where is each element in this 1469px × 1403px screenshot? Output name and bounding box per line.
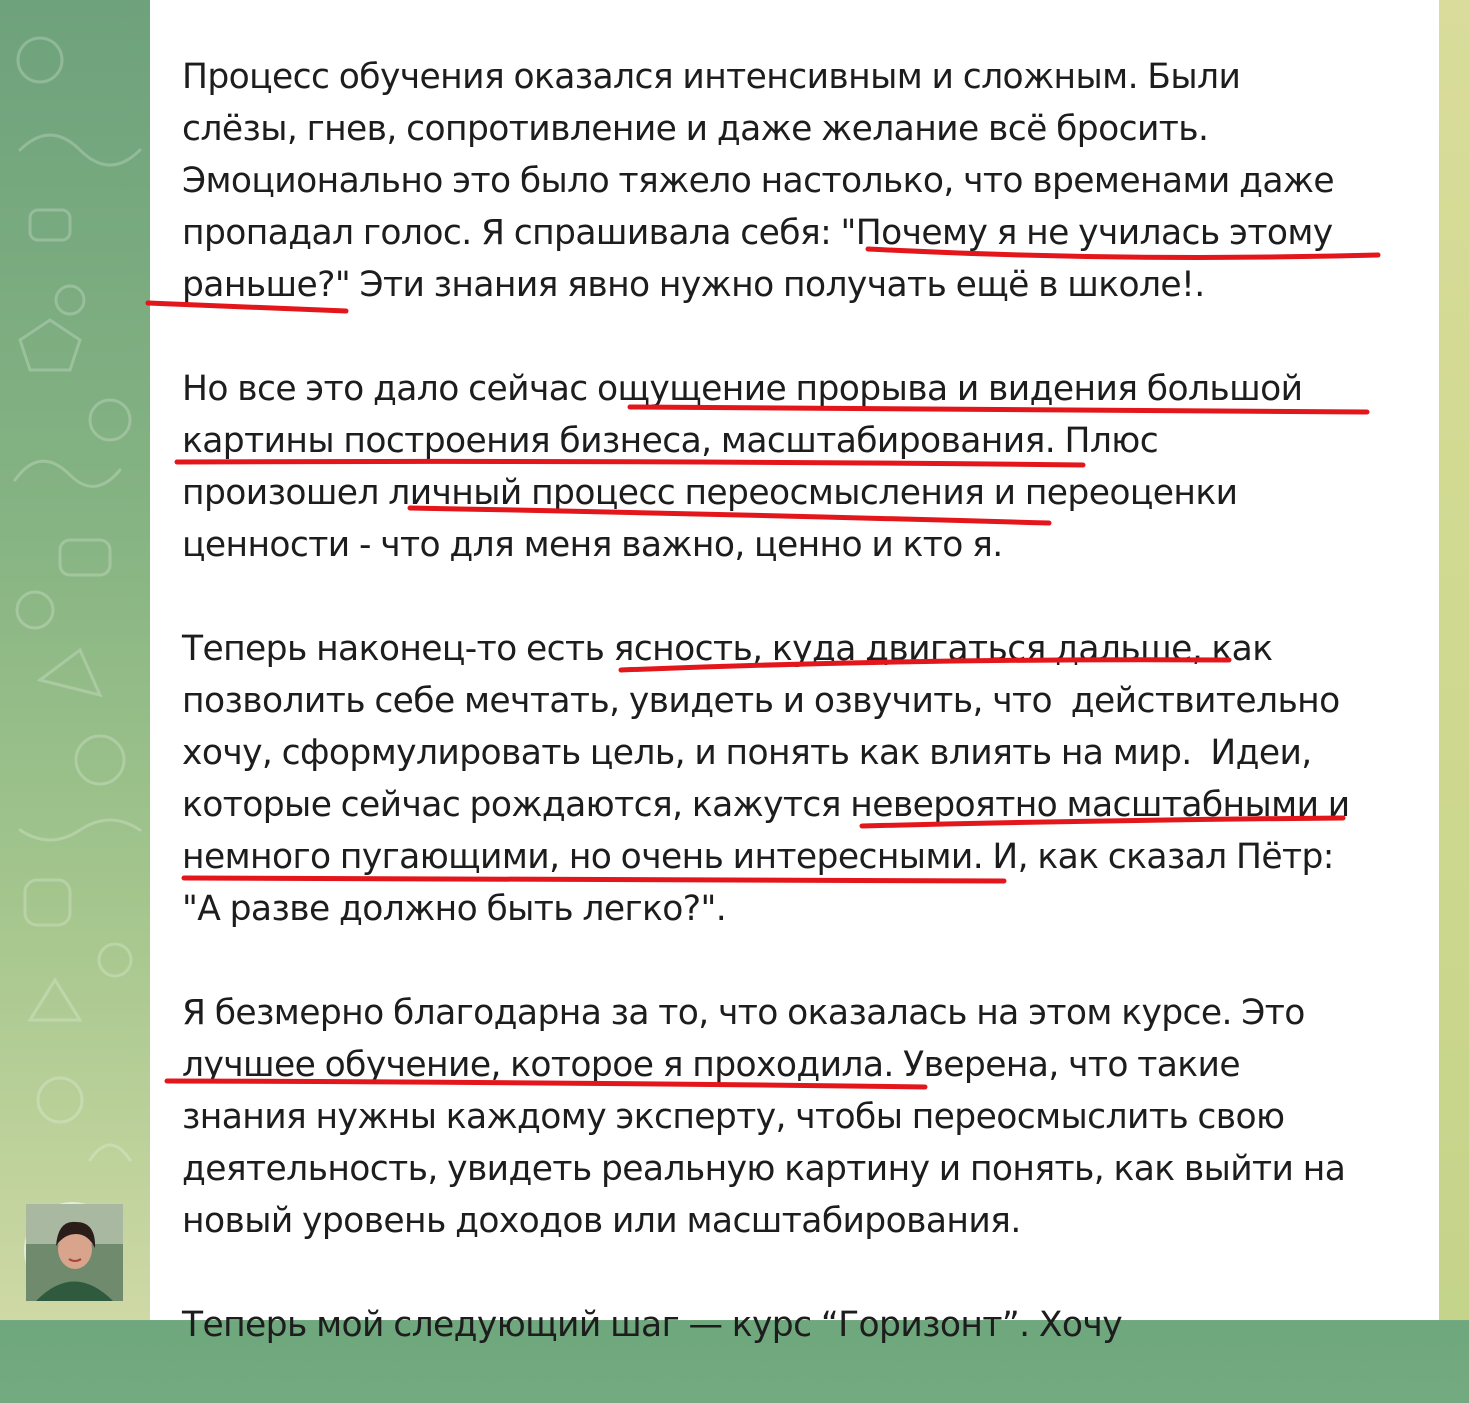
message-paragraph [182, 1299, 1412, 1351]
message-line: хочу, сформулировать цель, и понять как влиять на мир. Идеи, [182, 733, 1312, 773]
message-paragraph [182, 51, 1412, 311]
message-bubble[interactable] [150, 0, 1439, 1345]
message-line: деятельность, увидеть реальную картину и понять, как выйти на [182, 1149, 1346, 1189]
message-text [182, 51, 1412, 1403]
message-line: Эмоционально это было тяжело настолько, что временами даже [182, 161, 1334, 201]
message-line: позволить себе мечтать, увидеть и озвучить, что действительно [182, 681, 1340, 721]
message-line: Теперь мой следующий шаг — курс “Горизонт”. Хочу [182, 1305, 1123, 1345]
message-line: Я безмерно благодарна за то, что оказалась на этом курсе. Это [182, 993, 1305, 1033]
user-avatar[interactable] [24, 1202, 121, 1299]
message-line: раньше?" Эти знания явно нужно получать ещё в школе!. [182, 265, 1205, 305]
user-avatar-photo-icon [26, 1204, 123, 1301]
message-line: Процесс обучения оказался интенсивным и сложным. Были [182, 57, 1241, 97]
message-line: пропадал голос. Я спрашивала себя: "Почему я не училась этому [182, 213, 1333, 253]
message-line: произошел личный процесс переосмысления и переоценки [182, 473, 1238, 513]
message-line: лучшее обучение, которое я проходила. Уверена, что такие [182, 1045, 1240, 1085]
message-line: "А разве должно быть легко?". [182, 889, 727, 929]
message-paragraph [182, 623, 1412, 935]
message-line: которые сейчас рождаются, кажутся невероятно масштабными и [182, 785, 1350, 825]
message-line: Теперь наконец-то есть ясность, куда двигаться дальше, как [182, 629, 1273, 669]
wallpaper-right-panel [1439, 0, 1469, 1320]
wallpaper-doodles [0, 0, 150, 1320]
message-line: Но все это дало сейчас ощущение прорыва и видения большой [182, 369, 1303, 409]
message-line: слёзы, гнев, сопротивление и даже желание всё бросить. [182, 109, 1209, 149]
message-paragraph [182, 987, 1412, 1247]
message-line: знания нужны каждому эксперту, чтобы переосмыслить свою [182, 1097, 1285, 1137]
message-paragraph [182, 363, 1412, 571]
message-line: новый уровень доходов или масштабирования. [182, 1201, 1021, 1241]
message-line: ценности - что для меня важно, ценно и кто я. [182, 525, 1003, 565]
message-line: немного пугающими, но очень интересными. И, как сказал Пётр: [182, 837, 1334, 877]
message-line: картины построения бизнеса, масштабирования. Плюс [182, 421, 1159, 461]
